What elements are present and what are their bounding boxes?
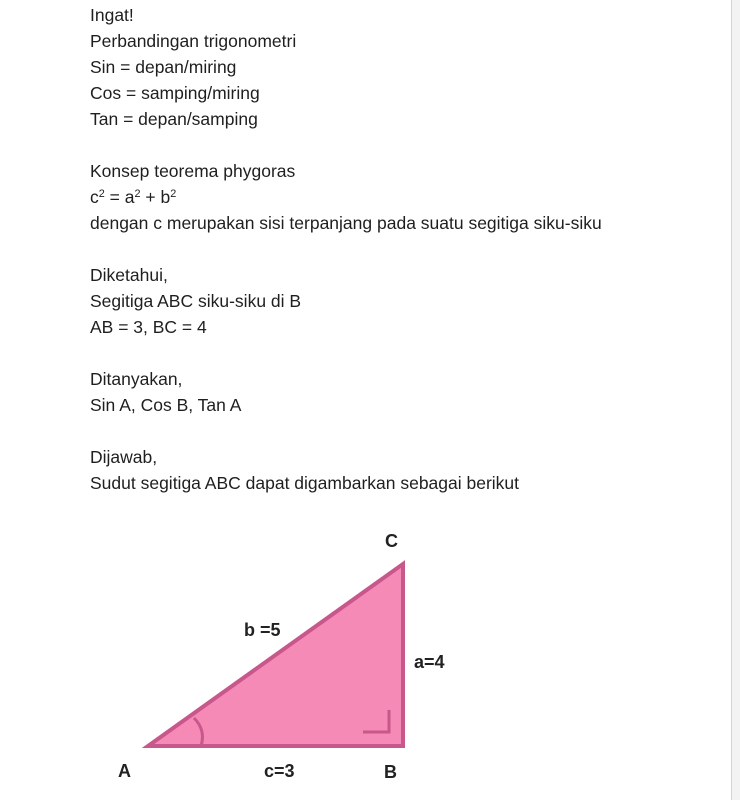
side-c-label: c=3 (264, 761, 295, 781)
given-sides: AB = 3, BC = 4 (90, 317, 207, 337)
given-heading: Diketahui, (90, 265, 168, 285)
pythagoras-note: dengan c merupakan sisi terpanjang pada suatu segitiga siku-siku (90, 213, 602, 233)
asked-items: Sin A, Cos B, Tan A (90, 395, 242, 415)
reminder-heading: Ingat! (90, 5, 134, 25)
blank-line (90, 132, 710, 158)
cos-rule: Cos = samping/miring (90, 83, 260, 103)
vertex-a-label: A (118, 761, 131, 781)
sin-rule: Sin = depan/miring (90, 57, 237, 77)
formula-equals: = (104, 187, 125, 207)
blank-line (90, 418, 710, 444)
asked-heading: Ditanyakan, (90, 369, 183, 389)
side-a-label: a=4 (414, 652, 445, 672)
blank-line (90, 340, 710, 366)
blank-line (90, 236, 710, 262)
trig-ratio-heading: Perbandingan trigonometri (90, 31, 297, 51)
pythagoras-formula (90, 184, 710, 210)
formula-c-exponent: 2 (98, 188, 105, 201)
triangle-figure (0, 520, 740, 800)
answer-intro: Sudut segitiga ABC dapat digambarkan sebagai berikut (90, 473, 520, 493)
document-body (90, 2, 710, 496)
formula-b-exponent: 2 (170, 188, 177, 201)
formula-a-exponent: 2 (134, 188, 141, 201)
given-triangle: Segitiga ABC siku-siku di B (90, 291, 302, 311)
formula-a: a (124, 187, 135, 207)
tan-rule: Tan = depan/samping (90, 109, 258, 129)
triangle-diagram (0, 520, 740, 800)
formula-c: c (90, 187, 99, 207)
answer-heading: Dijawab, (90, 447, 158, 467)
formula-b: b (160, 187, 171, 207)
vertex-b-label: B (384, 762, 397, 782)
pythagoras-heading: Konsep teorema phygoras (90, 161, 296, 181)
side-b-label: b =5 (244, 620, 281, 640)
formula-plus: + (140, 187, 161, 207)
vertex-c-label: C (385, 531, 398, 551)
triangle-abc (148, 564, 403, 746)
